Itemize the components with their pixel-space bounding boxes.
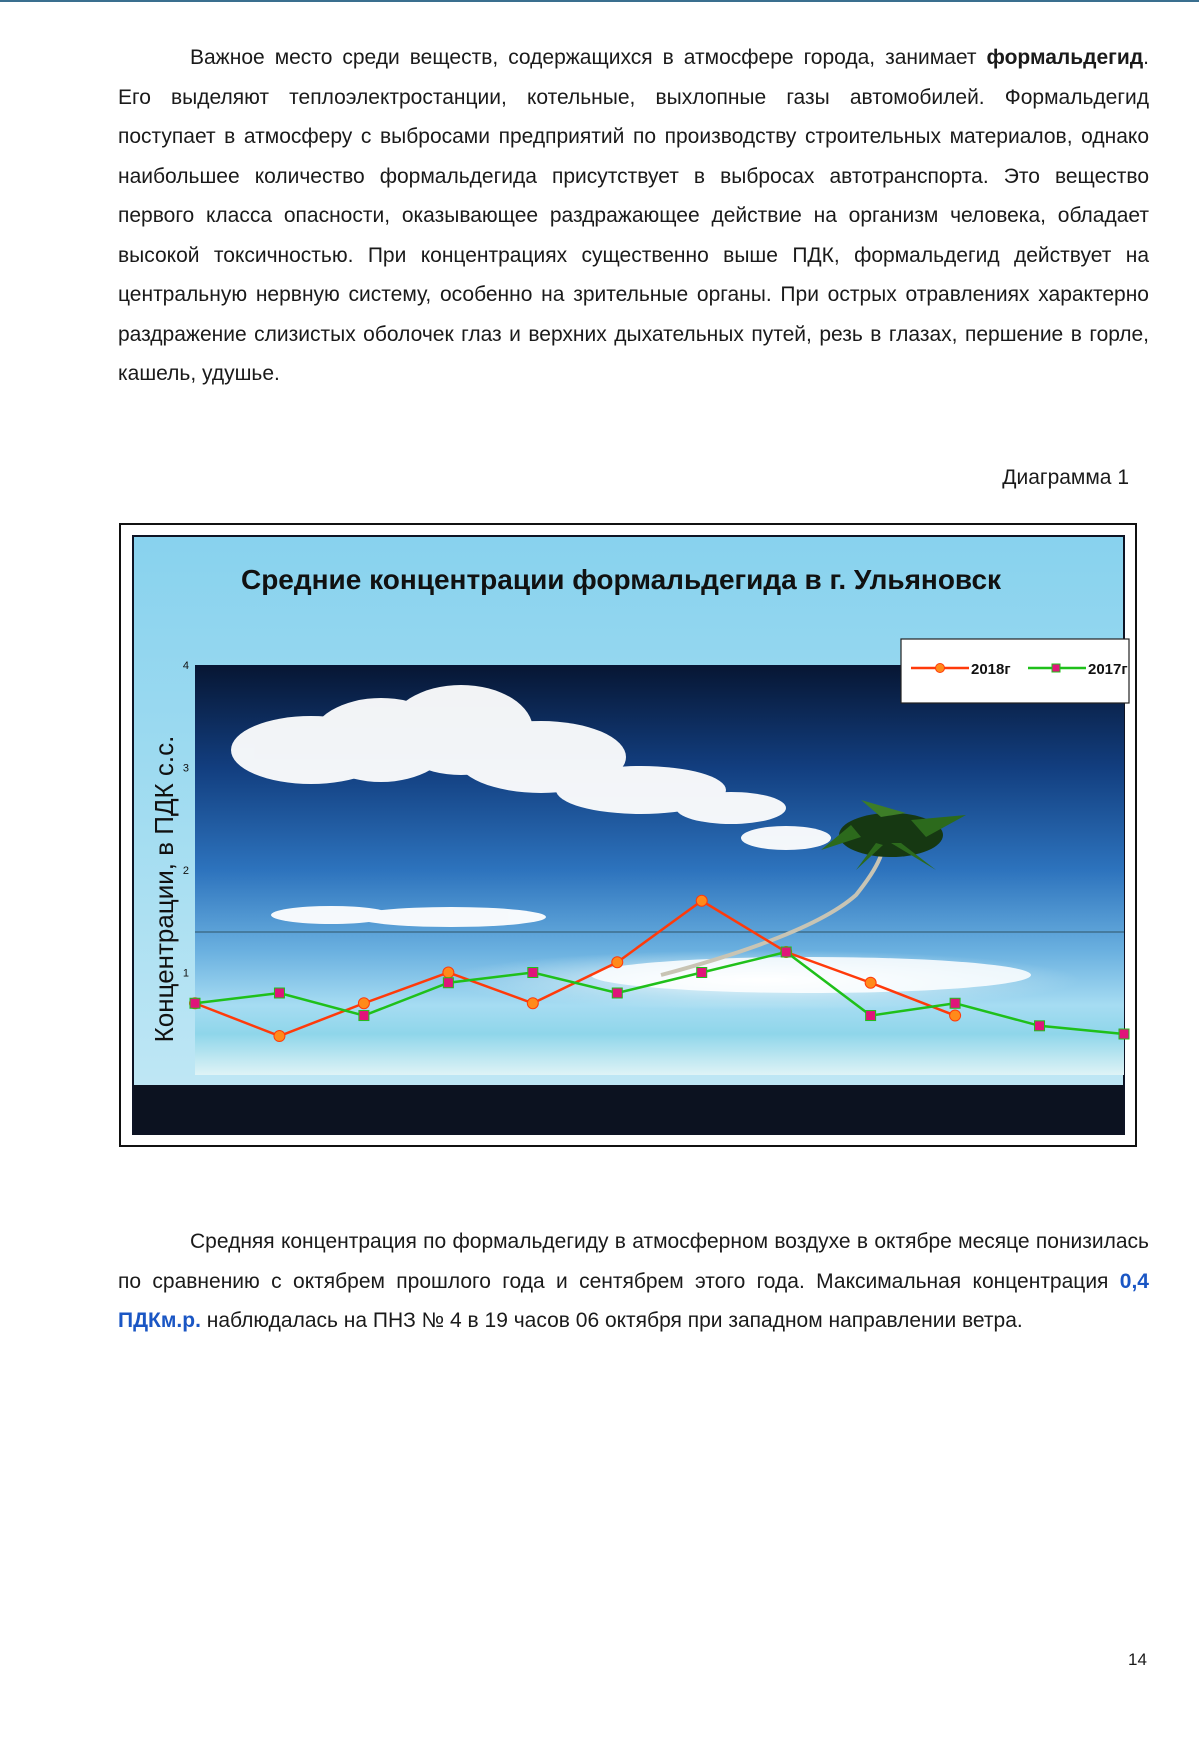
- summary-text-after: наблюдалась на ПНЗ № 4 в 19 часов 06 октября при западном направлении ветра.: [200, 1309, 1023, 1332]
- diagram-label: Диаграмма 1: [1002, 466, 1129, 489]
- summary-text-before: Средняя концентрация по формальдегиду в атмосферном воздухе в октябре месяце понизилась по сравнению с октябрем прошлого года и сентябрем этого года. Максимальная концентрация: [118, 1230, 1149, 1293]
- data-point-2017: [697, 968, 707, 978]
- data-point-2017: [1119, 1029, 1129, 1039]
- legend-label-2017: 2017г: [1088, 661, 1128, 678]
- legend-marker-2017: [1052, 664, 1060, 672]
- y-tick-label: 3: [182, 762, 189, 775]
- data-point-2017: [190, 998, 200, 1008]
- chart-bottom-band: [134, 1085, 1123, 1130]
- data-point-2018: [527, 998, 538, 1009]
- chart-legend: [901, 639, 1129, 703]
- data-point-2017: [1035, 1021, 1045, 1031]
- data-point-2018: [612, 957, 623, 968]
- data-point-2017: [612, 988, 622, 998]
- data-point-2018: [274, 1031, 285, 1042]
- data-point-2017: [781, 947, 791, 957]
- y-tick-label: 4: [182, 660, 189, 672]
- legend-label-2018: 2018г: [971, 661, 1011, 678]
- data-point-2017: [359, 1011, 369, 1021]
- max-concentration-value: 0,4 ПДКм.р.: [118, 1269, 1149, 1332]
- data-point-2017: [274, 988, 284, 998]
- top-border-line: [0, 0, 1199, 2]
- y-tick-label: 2: [182, 865, 189, 877]
- summary-paragraph: [118, 1222, 1149, 1341]
- data-point-2018: [358, 998, 369, 1009]
- intro-paragraph: [118, 38, 1149, 394]
- chart-title: Средние концентрации формальдегида в г. Ульяновск: [240, 564, 1002, 595]
- page-number: 14: [1128, 1650, 1147, 1669]
- data-point-2018: [443, 967, 454, 978]
- formaldehyde-chart: [119, 523, 1137, 1147]
- data-point-2018: [950, 1010, 961, 1021]
- data-point-2017: [866, 1011, 876, 1021]
- formaldehyde-term: формальдегид: [986, 46, 1144, 69]
- data-point-2018: [865, 977, 876, 988]
- data-point-2017: [443, 978, 453, 988]
- data-point-2017: [950, 998, 960, 1008]
- y-axis-label: Концентрации, в ПДК с.с.: [149, 735, 179, 1043]
- intro-text-before: Важное место среди веществ, содержащихся в атмосфере города, занимает: [190, 46, 987, 69]
- y-tick-label: 1: [182, 967, 189, 980]
- chart-svg: [121, 525, 1135, 1145]
- data-point-2018: [696, 895, 707, 906]
- data-point-2017: [528, 968, 538, 978]
- legend-marker-2018: [936, 664, 945, 673]
- intro-text-after: . Его выделяют теплоэлектростанции, котельные, выхлопные газы автомобилей. Формальдегид поступает в атмосферу с выбросами предприятий по производству строительных материалов, однако наибольшее количество формальдегида присутствует в выбросах автотранспорта. Это вещество первого класса опасности, оказывающее раздражающее действие на организм человека, обладает высокой токсичностью. При концентрациях существенно выше ПДК, формальдегид действует на центральную нервную систему, особенно на зрительные органы. При острых отравлениях характерно раздражение слизистых оболочек глаз и верхних дыхательных путей, резь в глазах, першение в горле, кашель, удушье.: [118, 46, 1149, 385]
